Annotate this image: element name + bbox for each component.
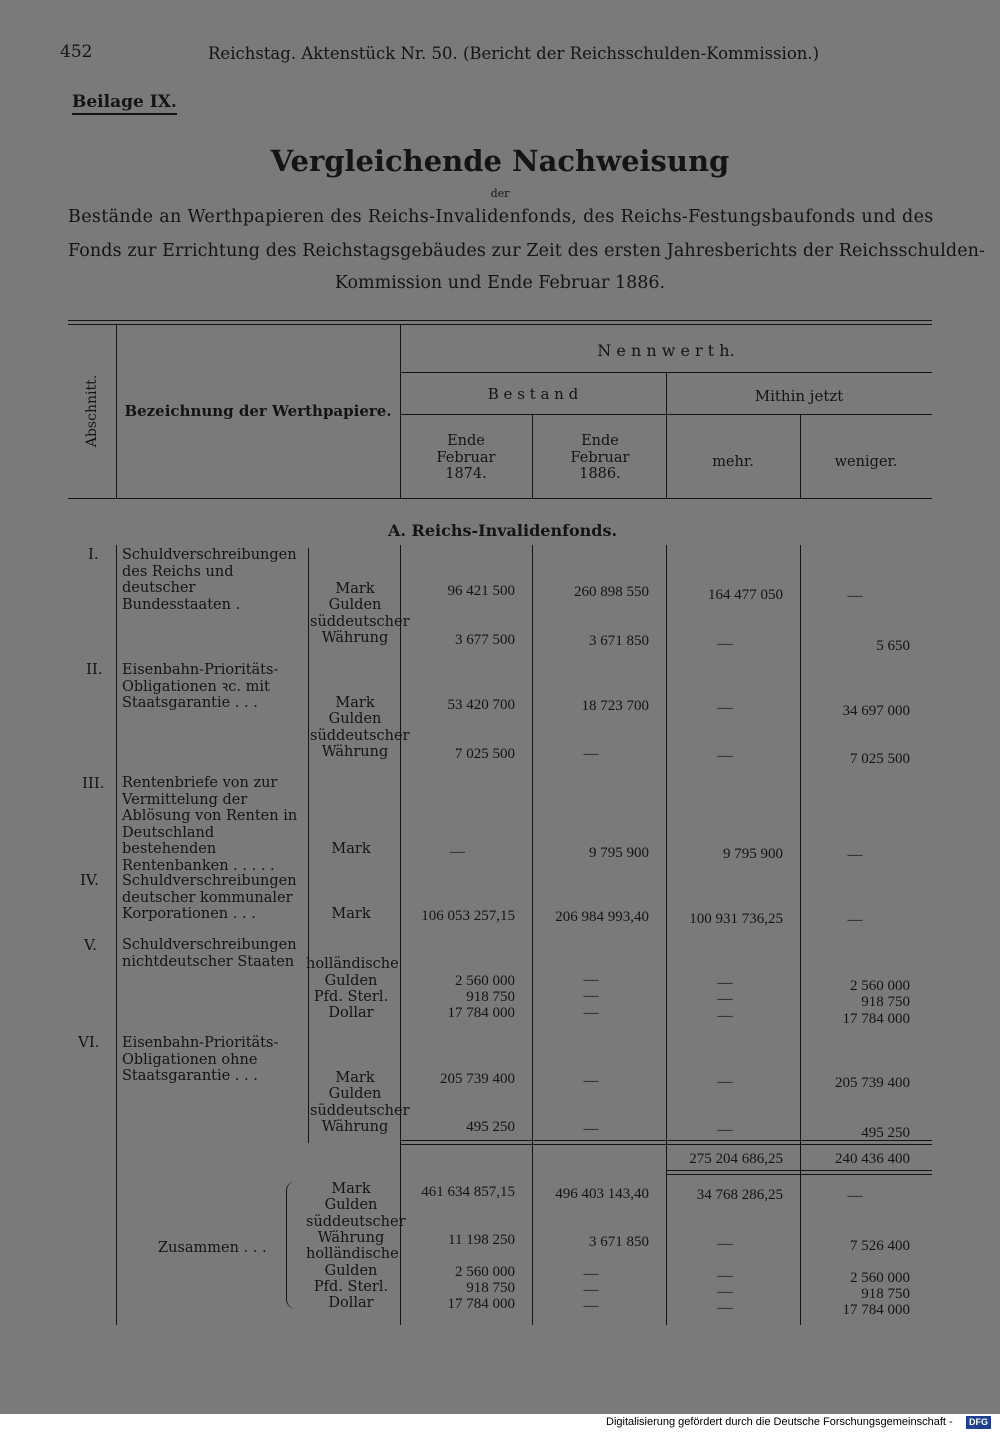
header-ende-februar-1886: Ende Februar 1886. [570,433,630,482]
cell-value: 53 420 700 [447,697,515,713]
zusammen-value: 918 750 [861,1286,910,1302]
currency-label: Pfd. Sterl. [313,1279,389,1295]
cell-value: 2 560 000 [455,973,515,989]
cell-value: — [583,1121,599,1137]
cell-value: 96 421 500 [447,583,515,599]
currency-label: Mark [331,841,371,857]
header-nennwerth: N e n n w e r t h. [597,341,735,360]
title-line-2: Fonds zur Errichtung des Reichstagsgebäudes zur Zeit des ersten Jahresberichts der Reichsschulden- [68,241,986,261]
cell-value: 495 250 [466,1119,515,1135]
cell-value: — [717,991,733,1007]
table-top-rule [68,320,932,321]
footer [0,1414,1000,1432]
cell-value: 9 795 900 [589,845,649,861]
header-bezeichnung: Bezeichnung der Werthpapiere. [124,402,392,420]
zusammen-value: 2 560 000 [455,1264,515,1280]
cell-value: 7 025 500 [850,751,910,767]
page-title: Vergleichende Nachweisung [270,144,730,178]
subtotal-rule-2 [400,1144,932,1145]
row-description: Schuldverschreibungen deutscher kommunaler Korporationen . . . [122,873,297,922]
cell-value: 260 898 550 [574,584,649,600]
header-divider-1 [116,324,117,498]
row-description: Eisenbahn-Prioritäts-Obligationen ꝛc. mit Staatsgarantie . . . [122,662,279,711]
header-mithin-jetzt: Mithin jetzt [754,387,844,405]
cell-value: 3 671 850 [589,633,649,649]
subtotal-rule [400,1140,932,1141]
currency-label: Gulden süddeutscher Währung [310,711,410,760]
subtotal-mehr: 275 204 686,25 [689,1151,783,1167]
cell-value: — [847,847,863,863]
body-divider-2 [400,545,401,1325]
zusammen-value: 11 198 250 [448,1232,515,1248]
body-divider-5 [800,545,801,1325]
title-line-1: Bestände an Werthpapieren des Reichs-Invalidenfonds, des Reichs-Festungsbaufonds und des [68,207,934,227]
cell-value: 100 931 736,25 [689,911,783,927]
header-bottom-rule [68,498,932,499]
zusammen-value: 7 526 400 [850,1238,910,1254]
currency-label: Mark [335,1070,375,1086]
zusammen-brace [286,1181,297,1309]
currency-label: Dollar [328,1005,374,1021]
subtotal-bottom-rule-2 [666,1174,932,1175]
cell-value: 2 560 000 [850,978,910,994]
zusammen-value: — [583,1298,599,1314]
cell-value: 3 677 500 [455,632,515,648]
row-number: III. [82,774,105,792]
cell-value: — [717,700,733,716]
cell-value: 9 795 900 [723,846,783,862]
footer-text: Digitalisierung gefördert durch die Deutsche Forschungsgemeinschaft - [606,1416,953,1428]
row-number: II. [86,660,103,678]
cell-value: — [717,975,733,991]
cell-value: — [847,912,863,928]
cell-value: 205 739 400 [835,1075,910,1091]
body-divider-1 [116,545,117,1325]
currency-label: Gulden süddeutscher Währung [306,1197,406,1246]
header-ende-februar-1874: Ende Februar 1874. [436,433,496,482]
body-divider-4 [666,545,667,1325]
header-divider-4 [532,414,533,498]
zusammen-value: — [583,1282,599,1298]
zusammen-value: 496 403 143,40 [555,1186,649,1202]
zusammen-value: 461 634 857,15 [421,1184,515,1200]
running-title: Reichstag. Aktenstück Nr. 50. (Bericht der Reichsschulden-Kommission.) [208,44,820,63]
subtotal-bottom-rule [666,1170,932,1171]
beilage-label: Beilage IX. [72,92,177,115]
zusammen-value: — [717,1268,733,1284]
cell-value: — [583,1073,599,1089]
currency-label: Pfd. Sterl. [313,989,389,1005]
currency-label: Gulden süddeutscher Währung [310,597,410,646]
header-bestand: B e s t a n d [487,385,579,403]
zusammen-value: — [717,1300,733,1316]
zusammen-value: 17 784 000 [842,1302,910,1318]
header-abschnitt: Abschnitt. [84,374,100,448]
cell-value: 17 784 000 [842,1011,910,1027]
cell-value: 5 650 [876,638,910,654]
dfg-logo: DFG [966,1416,991,1429]
zusammen-value: 17 784 000 [447,1296,515,1312]
row-description: Rentenbriefe von zur Vermittelung der Ablösung von Renten in Deutschland bestehenden Rentenbanken . . . . . [122,775,298,874]
cell-value: — [717,748,733,764]
cell-value: 106 053 257,15 [421,908,515,924]
cell-value: — [450,844,465,860]
currency-label: holländische Gulden [306,1246,399,1279]
currency-label: Mark [335,581,375,597]
currency-label: Mark [331,1181,371,1197]
cell-value: — [583,972,599,988]
cell-value: 918 750 [861,994,910,1010]
cell-value: — [847,588,863,604]
cell-value: — [717,1008,733,1024]
cell-value: 7 025 500 [455,746,515,762]
body-divider-3 [532,545,533,1325]
row-number: I. [88,545,99,563]
zusammen-value: 34 768 286,25 [696,1187,783,1203]
page-number: 452 [60,42,93,62]
row-description: Schuldverschreibungen nichtdeutscher Staaten [122,937,297,970]
cell-value: 17 784 000 [447,1005,515,1021]
currency-label: Dollar [328,1295,374,1311]
currency-label: Gulden süddeutscher Währung [310,1086,410,1135]
cell-value: — [583,988,599,1004]
zusammen-value: — [847,1188,863,1204]
cell-value: 206 984 993,40 [555,909,649,925]
row-description: Schuldverschreibungen des Reichs und deutscher Bundesstaaten . [122,547,297,613]
title-line-3: Kommission und Ende Februar 1886. [334,273,666,293]
cell-value: 918 750 [466,989,515,1005]
cell-value: 164 477 050 [708,587,783,603]
cell-value: — [583,1005,599,1021]
section-title: A. Reichs-Invalidenfonds. [388,521,618,540]
cell-value: — [717,1074,733,1090]
zusammen-value: 3 671 850 [589,1234,649,1250]
currency-label: holländische Gulden [306,956,399,989]
subtotal-weniger: 240 436 400 [835,1151,910,1167]
cell-value: — [717,636,733,652]
zusammen-value: — [717,1284,733,1300]
cell-value: 495 250 [861,1125,910,1141]
zusammen-value: — [583,1266,599,1282]
zusammen-value: — [717,1236,733,1252]
title-der: der [490,187,510,200]
row-description: Eisenbahn-Prioritäts-Obligationen ohne Staatsgarantie . . . [122,1035,279,1084]
currency-label: Mark [331,906,371,922]
table-top-rule-2 [68,324,932,325]
row-number: VI. [78,1033,100,1051]
cell-value: 18 723 700 [581,698,649,714]
row-number: IV. [80,871,99,889]
cell-value: — [583,746,599,762]
header-mehr: mehr. [712,454,754,470]
zusammen-value: 2 560 000 [850,1270,910,1286]
header-weniger: weniger. [834,454,898,470]
cell-value: 205 739 400 [440,1071,515,1087]
cell-value: — [717,1122,733,1138]
zusammen-value: 918 750 [466,1280,515,1296]
cell-value: 34 697 000 [842,703,910,719]
zusammen-label: Zusammen . . . [158,1240,267,1256]
row-number: V. [84,936,97,954]
currency-label: Mark [335,695,375,711]
